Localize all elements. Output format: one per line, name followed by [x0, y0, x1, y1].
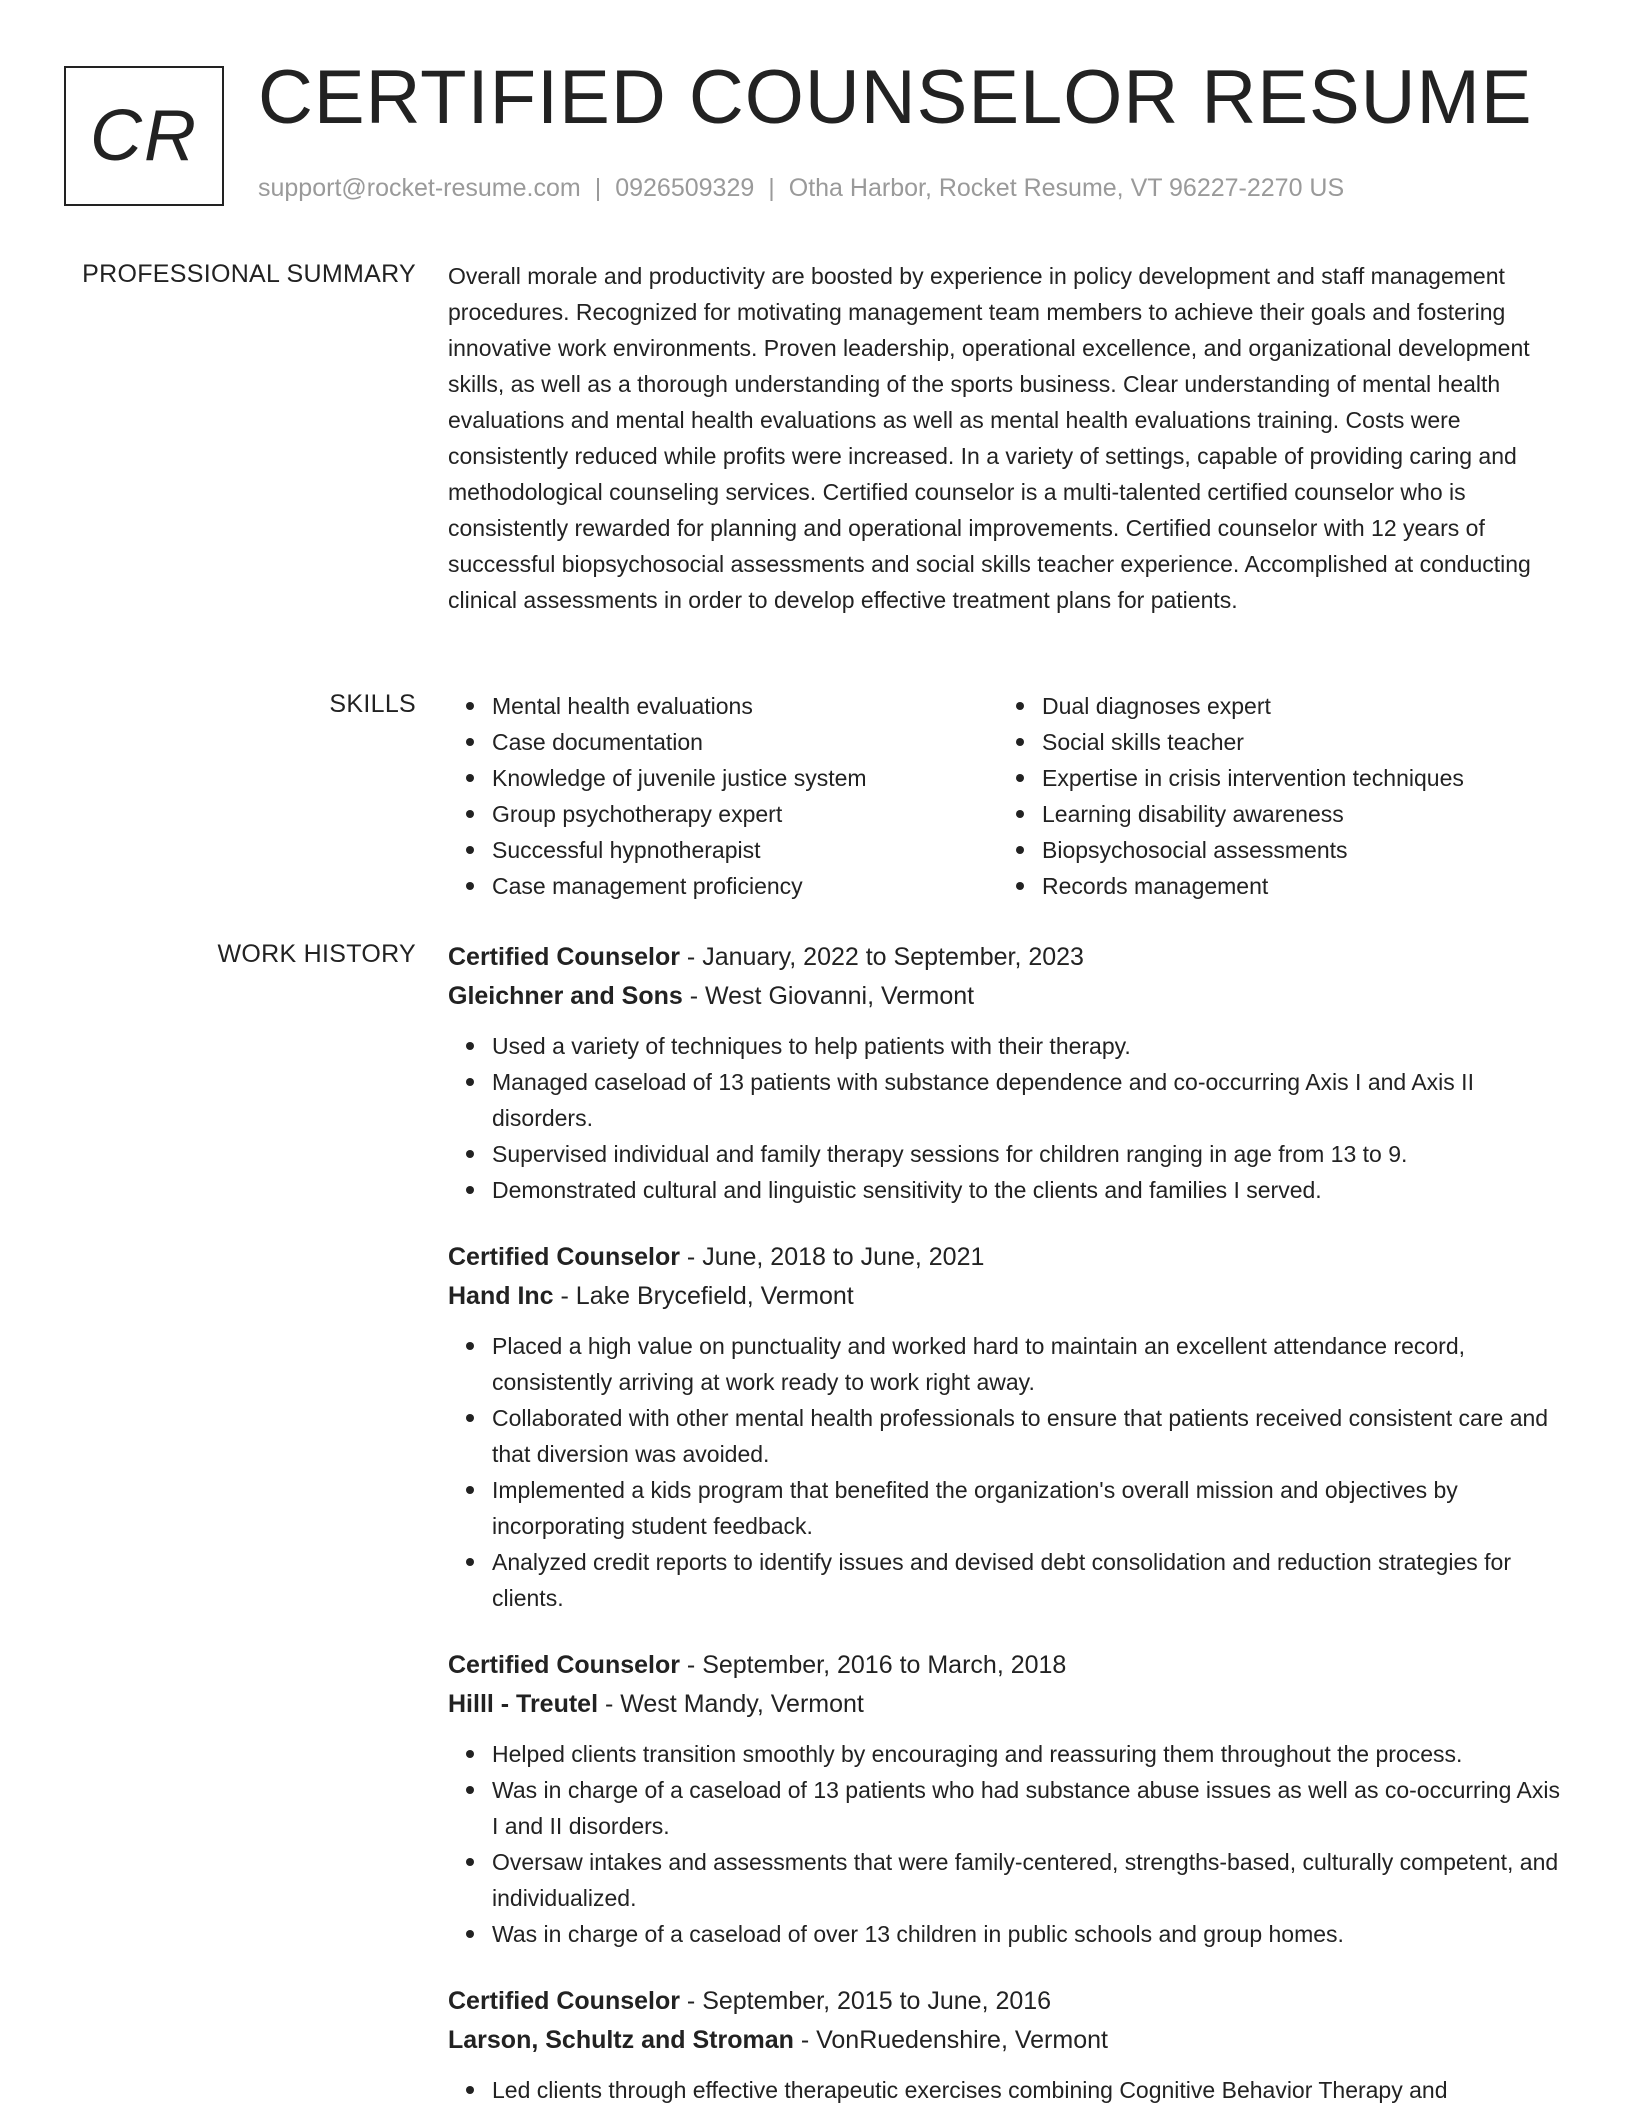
- job-dates: - September, 2016 to March, 2018: [679, 1651, 1067, 1679]
- summary-heading: PROFESSIONAL SUMMARY: [82, 260, 416, 288]
- job-company: Larson, Schultz and Stroman: [448, 2026, 794, 2054]
- job-bullets: [448, 1736, 1568, 1952]
- job-company-line: [448, 1685, 1568, 1724]
- job-entry: [448, 1982, 1568, 2108]
- job-bullet: Managed caseload of 13 patients with substance dependence and co-occurring Axis I and Axis II disorders.: [492, 1064, 1568, 1136]
- job-title: Certified Counselor: [448, 1243, 680, 1271]
- job-location: - West Mandy, Vermont: [598, 1690, 864, 1718]
- job-bullet: Placed a high value on punctuality and worked hard to maintain an excellent attendance record, consistently arriving at work ready to work right away.: [492, 1328, 1568, 1400]
- skill-item: Case management proficiency: [492, 868, 998, 904]
- job-company: Hilll - Treutel: [448, 1690, 599, 1718]
- resume-title: CERTIFIED COUNSELOR RESUME: [258, 55, 1533, 140]
- skill-item: Social skills teacher: [1042, 724, 1548, 760]
- job-dates: - September, 2015 to June, 2016: [679, 1987, 1052, 2015]
- contact-phone[interactable]: 0926509329: [615, 174, 755, 202]
- job-company-line: [448, 2021, 1568, 2060]
- skills-body: [448, 688, 1568, 904]
- job-company: Gleichner and Sons: [448, 982, 683, 1010]
- job-bullets: [448, 1328, 1568, 1616]
- job-title-line: [448, 1238, 1568, 1277]
- job-bullet: Led clients through effective therapeutic exercises combining Cognitive Behavior Therapy and: [492, 2072, 1568, 2108]
- job-bullet: Analyzed credit reports to identify issues and devised debt consolidation and reduction strategies for clients.: [492, 1544, 1568, 1616]
- job-bullet: Supervised individual and family therapy sessions for children ranging in age from 13 to 9.: [492, 1136, 1568, 1172]
- job-title: Certified Counselor: [448, 943, 680, 971]
- job-entry: [448, 1646, 1568, 1952]
- skills-grid: [448, 688, 1568, 904]
- summary-body: [448, 258, 1568, 618]
- contact-separator: |: [768, 174, 775, 202]
- work-history-body: [448, 938, 1568, 2112]
- job-entry: [448, 938, 1568, 1208]
- job-title-line: [448, 1982, 1568, 2021]
- job-title: Certified Counselor: [448, 1651, 680, 1679]
- job-title-line: [448, 938, 1568, 977]
- contact-line: [258, 174, 1344, 203]
- contact-address: Otha Harbor, Rocket Resume, VT 96227-2270 US: [788, 174, 1345, 202]
- job-company-line: [448, 977, 1568, 1016]
- summary-text: Overall morale and productivity are boosted by experience in policy development and staff management procedures. Recognized for motivating management team members to achieve their goals and fostering innovative work environments. Proven leadership, operational excellence, and organizational development skills, as well as a thorough understanding of the sports business. Clear understanding of mental health evaluations and mental health evaluations as well as mental health evaluations training. Costs were consistently reduced while profits were increased. In a variety of settings, capable of providing caring and methodological counseling services. Certified counselor is a multi-talented certified counselor who is consistently rewarded for planning and operational improvements. Certified counselor with 12 years of successful biopsychosocial assessments and social skills teacher experience. Accomplished at conducting clinical assessments in order to develop effective treatment plans for patients.: [448, 263, 1531, 613]
- monogram-initials: CR: [90, 96, 198, 176]
- skill-item: Group psychotherapy expert: [492, 796, 998, 832]
- job-bullet: Used a variety of techniques to help patients with their therapy.: [492, 1028, 1568, 1064]
- monogram-logo: [64, 66, 224, 206]
- skill-item: Successful hypnotherapist: [492, 832, 998, 868]
- job-entry: [448, 1238, 1568, 1616]
- job-bullet: Was in charge of a caseload of over 13 children in public schools and group homes.: [492, 1916, 1568, 1952]
- job-dates: - January, 2022 to September, 2023: [679, 943, 1084, 971]
- job-bullet: Demonstrated cultural and linguistic sensitivity to the clients and families I served.: [492, 1172, 1568, 1208]
- skills-list-left: [448, 688, 998, 904]
- job-company-line: [448, 1277, 1568, 1316]
- skill-item: Learning disability awareness: [1042, 796, 1548, 832]
- job-bullet: Oversaw intakes and assessments that were family-centered, strengths-based, culturally competent, and individualized.: [492, 1844, 1568, 1916]
- job-location: - West Giovanni, Vermont: [682, 982, 975, 1010]
- skills-heading: SKILLS: [329, 690, 416, 718]
- job-bullet: Collaborated with other mental health professionals to ensure that patients received consistent care and that diversion was avoided.: [492, 1400, 1568, 1472]
- skill-item: Mental health evaluations: [492, 688, 998, 724]
- job-location: - VonRuedenshire, Vermont: [793, 2026, 1108, 2054]
- job-dates: - June, 2018 to June, 2021: [679, 1243, 985, 1271]
- skill-item: Records management: [1042, 868, 1548, 904]
- job-title: Certified Counselor: [448, 1987, 680, 2015]
- job-title-line: [448, 1646, 1568, 1685]
- job-bullet: Helped clients transition smoothly by encouraging and reassuring them throughout the process.: [492, 1736, 1568, 1772]
- contact-separator: |: [594, 174, 602, 202]
- skill-item: Biopsychosocial assessments: [1042, 832, 1548, 868]
- job-location: - Lake Brycefield, Vermont: [553, 1282, 854, 1310]
- work-history-heading: WORK HISTORY: [217, 940, 416, 968]
- job-bullet: Was in charge of a caseload of 13 patients who had substance abuse issues as well as co-occurring Axis I and II disorders.: [492, 1772, 1568, 1844]
- job-bullets: [448, 2072, 1568, 2108]
- skill-item: Expertise in crisis intervention techniques: [1042, 760, 1548, 796]
- skill-item: Case documentation: [492, 724, 998, 760]
- skill-item: Knowledge of juvenile justice system: [492, 760, 998, 796]
- job-company: Hand Inc: [448, 1282, 554, 1310]
- contact-email[interactable]: support@rocket-resume.com: [258, 174, 581, 202]
- job-bullet: Implemented a kids program that benefited the organization's overall mission and objectives by incorporating student feedback.: [492, 1472, 1568, 1544]
- skill-item: Dual diagnoses expert: [1042, 688, 1548, 724]
- job-bullets: [448, 1028, 1568, 1208]
- skills-list-right: [998, 688, 1548, 904]
